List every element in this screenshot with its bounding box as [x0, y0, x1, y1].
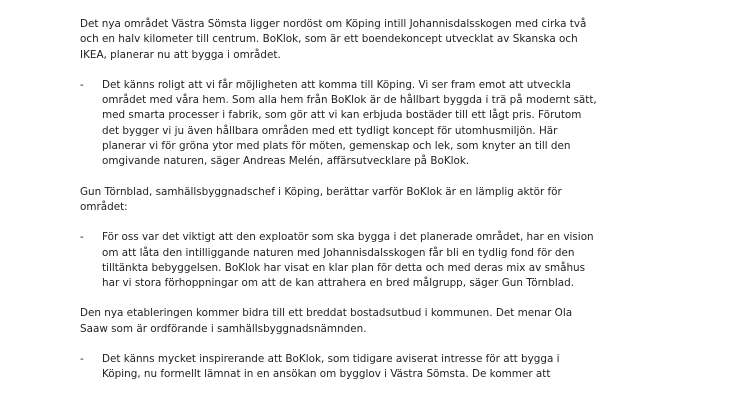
quote-andreas-melen	[80, 78, 600, 170]
document-body	[80, 17, 600, 398]
dash-marker: -	[80, 231, 84, 244]
dash-marker: -	[80, 353, 84, 366]
quote-text: För oss var det viktigt att den exploatör som ska bygga i det planerade området, har en vision om att låta den intilliggande naturen med Johannisdalsskogen får bli en tydlig fond för den tilltänkta bebyggelsen. BoKlok har visat en klar plan för detta och med deras mix av småhus har vi stora förhoppningar om att de kan attrahera en bred målgrupp, säger Gun Törnblad.	[102, 231, 594, 290]
intro-paragraph: Det nya området Västra Sömsta ligger nordöst om Köping intill Johannisdalsskogen med cirka två och en halv kilometer till centrum. BoKlok, som är ett boendekoncept utvecklat av Skanska och IKEA, planerar nu att bygga i området.	[80, 18, 587, 61]
quote-gun-tornblad	[80, 230, 600, 291]
dash-marker: -	[80, 78, 84, 91]
paragraph-gun-tornblad: Gun Törnblad, samhällsbyggnadschef i Köping, berättar varför BoKlok är en lämplig aktör för området:	[80, 185, 562, 213]
quote-ola-saaw	[80, 352, 600, 383]
quote-text: Det känns mycket inspirerande att BoKlok, som tidigare aviserat intresse för att bygga i Köping, nu formellt lämnat in en ansökan om bygglov i Västra Sömsta. De kommer att	[102, 353, 560, 381]
paragraph-ola-saaw: Den nya etableringen kommer bidra till ett breddat bostadsutbud i kommunen. Det menar Ola Saaw som är ordförande i samhällsbyggnadsnämnden.	[80, 307, 573, 335]
quote-text: Det känns roligt att vi får möjligheten att komma till Köping. Vi ser fram emot att utveckla området med våra hem. Som alla hem från BoKlok är de hållbart byggda i trä på modernt sätt, med smarta processer i fabrik, som gör att vi kan erbjuda bostäder till ett lågt pris. Förutom det bygger vi ju även hållbara områden med ett tydligt koncept för utomhusmiljön. Här planerar vi för gröna ytor med plats för möten, gemenskap och lek, som knyter an till den omgivande naturen, säger Andreas Melén, affärsutvecklare på BoKlok.	[102, 78, 597, 168]
